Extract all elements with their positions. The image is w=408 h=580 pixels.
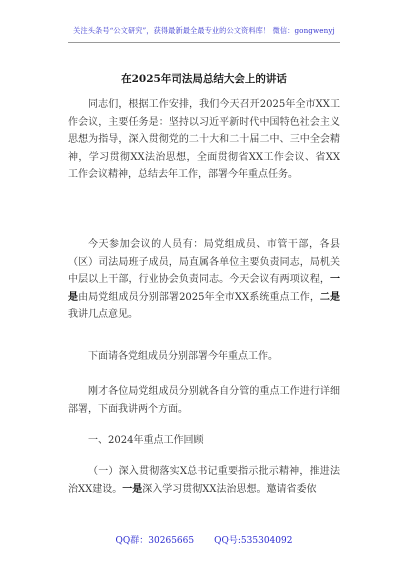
subsection-text-before: （一）深入贯彻落实X总书记重要指示批示精神，推进法治XX建设。 [68,466,340,495]
paragraph-opening: 同志们，根据工作安排，我们今天召开2025年全市XX工作会议，主要任务是：坚持以习近平新时代中国特色社会主义思想为指导，深入贯彻党的二十大和二十届二中、三中全会精神，学习贯彻XX法治思想，全面贯彻省XX工作会议、省XX工作会议精神，总结去年工作，部署今年重点任务。 [68,99,340,180]
agenda-item-one-marker: 一是 [68,274,340,303]
header-divider [68,42,340,43]
qq-account-number: QQ号:535304092 [214,536,293,546]
footer-contact [0,533,408,546]
attendees-text-middle: 由局党组成员分别部署2025年全市XX系统重点工作， [78,291,320,303]
paragraph-next: 下面请各党组成员分别部署今年重点工作。 [88,351,278,362]
subsection-item-one-marker: 一是 [122,483,143,495]
attendees-text-before: 今天参加会议的人员有：局党组成员、市管干部，各县（区）司法局班子成员，局直属各单位主要负责同志，局机关中层以上干部，行业协会负责同志。今天会议有两项议程， [68,239,340,285]
paragraph-subsection [68,463,340,498]
document-title: 在2025年司法局总结大会上的讲话 [121,73,287,85]
attendees-text-after: 我讲几点意见。 [68,309,138,320]
subsection-text-after: 深入学习贯彻XX法治思想。邀请省委依 [142,483,317,495]
agenda-item-two-marker: 二是 [319,291,341,303]
paragraph-attendees [68,236,340,324]
header-note: 关注头条号“公文研究”，获得最新最全最专业的公文资料库！ 微信：gongwenyj [73,26,335,35]
qq-group-number: QQ群：30265665 [115,536,195,546]
section-heading: 一、2024年重点工作回顾 [88,435,204,446]
paragraph-division: 刚才各位局党组成员分别就各自分管的重点工作进行详细部署，下面我讲两个方面。 [68,386,340,415]
